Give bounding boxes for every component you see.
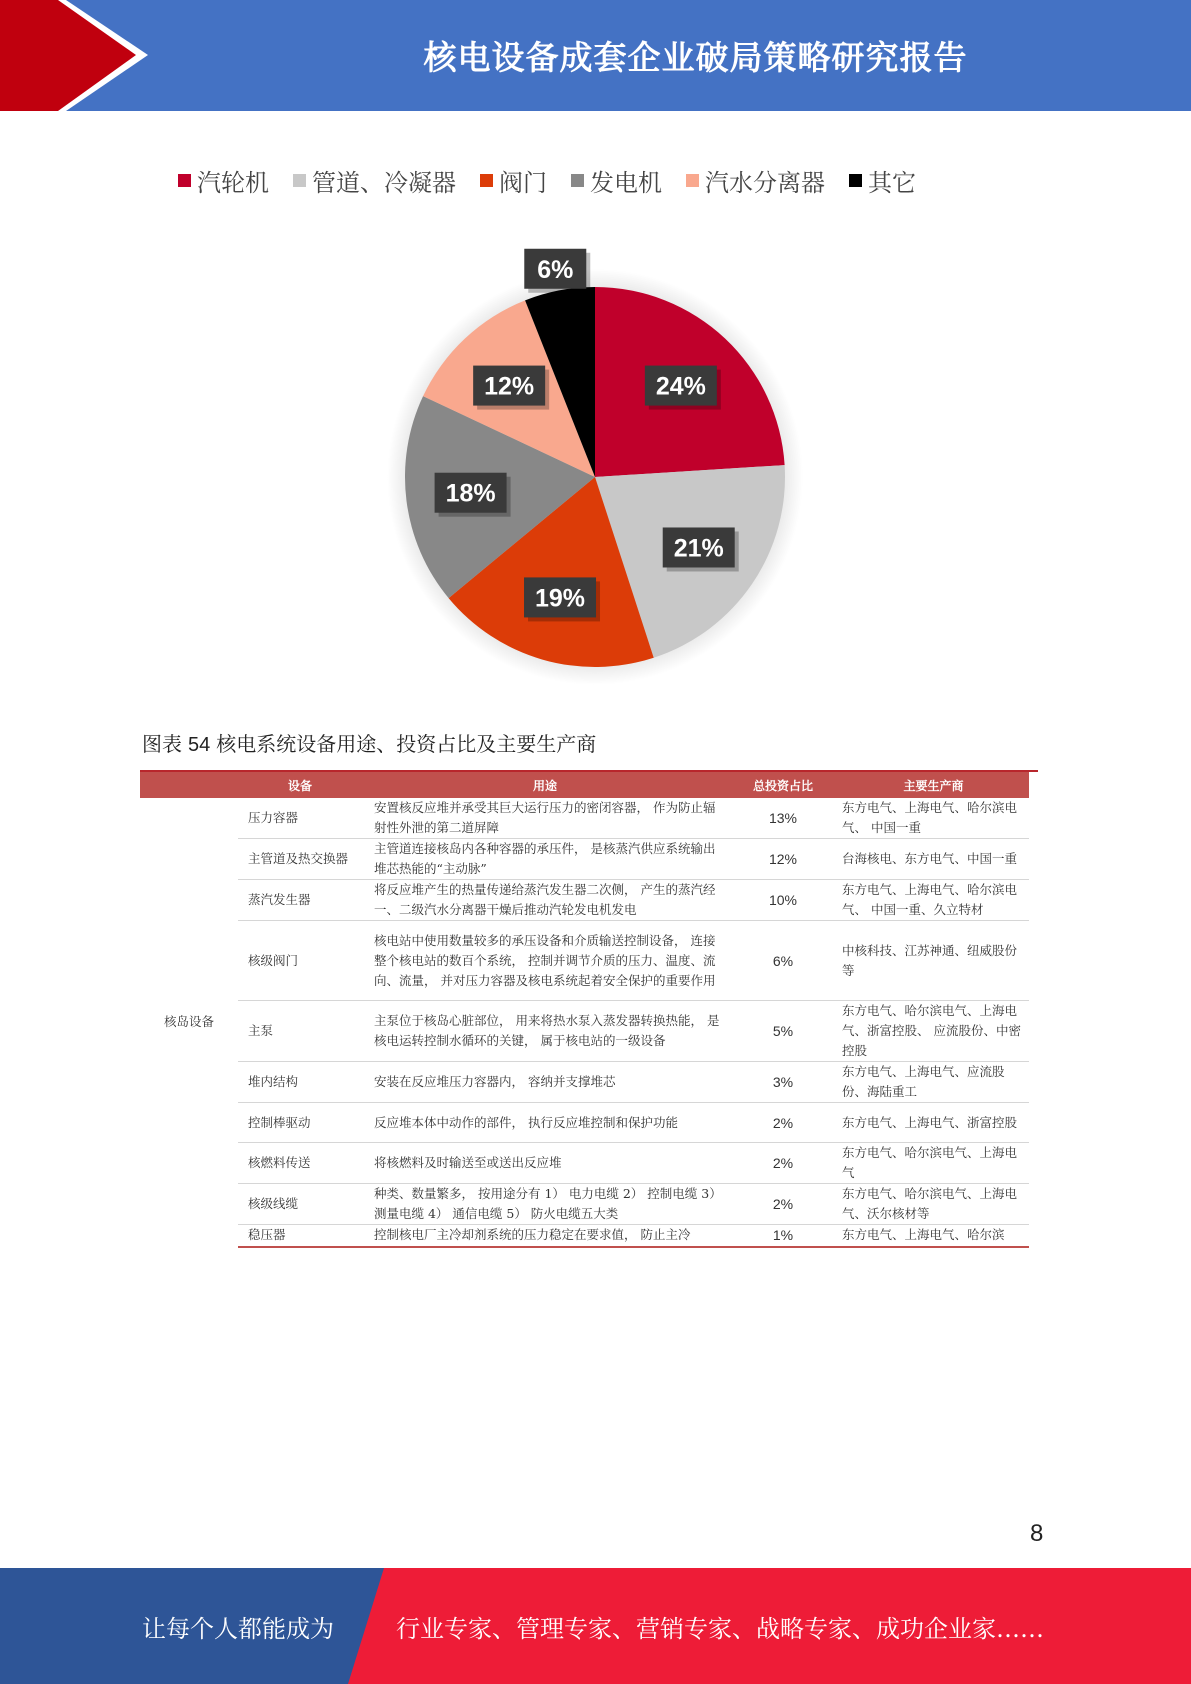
legend-swatch: [178, 174, 191, 187]
slice-label: [645, 366, 721, 410]
equipment-cell: 堆内结构: [238, 1062, 362, 1103]
share-cell: 13%: [728, 798, 838, 839]
use-cell: 将反应堆产生的热量传递给蒸汽发生器二次侧， 产生的蒸汽经一、二级汽水分离器干燥后推动汽轮发电机发电: [362, 880, 728, 921]
legend-swatch: [686, 174, 699, 187]
makers-cell: 东方电气、上海电气、哈尔滨: [838, 1225, 1029, 1247]
share-cell: 2%: [728, 1103, 838, 1143]
makers-cell: 东方电气、哈尔滨电气、上海电气、浙富控股、 应流股份、中密控股: [838, 1001, 1029, 1062]
caption-prefix: 图表: [142, 732, 182, 756]
equipment-cell: 压力容器: [238, 798, 362, 839]
equipment-cell: 稳压器: [238, 1225, 362, 1247]
use-cell: 安装在反应堆压力容器内， 容纳并支撑堆芯: [362, 1062, 728, 1103]
table-row: [140, 1184, 1029, 1225]
table-row: [140, 1001, 1029, 1062]
page-number: 8: [1030, 1520, 1044, 1547]
share-cell: 6%: [728, 921, 838, 1001]
share-cell: 12%: [728, 839, 838, 880]
legend-item: [480, 163, 547, 198]
header-share: 总投资占比: [728, 772, 838, 798]
table-row: [140, 839, 1029, 880]
makers-cell: 东方电气、上海电气、浙富控股: [838, 1103, 1029, 1143]
table-row: [140, 1062, 1029, 1103]
caption-text: 核电系统设备用途、投资占比及主要生产商: [216, 732, 597, 756]
makers-cell: 东方电气、上海电气、哈尔滨电气、 中国一重: [838, 798, 1029, 839]
table-row: [140, 1225, 1029, 1247]
share-cell: 5%: [728, 1001, 838, 1062]
legend-swatch: [293, 174, 306, 187]
makers-cell: 东方电气、哈尔滨电气、上海电气: [838, 1143, 1029, 1184]
use-cell: 主管道连接核岛内各种容器的承压件， 是核蒸汽供应系统输出堆芯热能的“主动脉”: [362, 839, 728, 880]
slice-label: [435, 473, 511, 517]
use-cell: 反应堆本体中动作的部件， 执行反应堆控制和保护功能: [362, 1103, 728, 1143]
legend-item: [571, 163, 662, 198]
makers-cell: 东方电气、上海电气、哈尔滨电气、 中国一重、久立特材: [838, 880, 1029, 921]
equipment-cell: 主泵: [238, 1001, 362, 1062]
use-cell: 种类、数量繁多， 按用途分有 1） 电力电缆 2） 控制电缆 3） 测量电缆 4） 通信电缆 5） 防火电缆五大类: [362, 1184, 728, 1225]
legend-swatch: [849, 174, 862, 187]
legend-label: 发电机: [590, 168, 662, 197]
slice-label-text: 19%: [534, 584, 586, 613]
legend-label: 其它: [868, 168, 916, 197]
slice-label-text: 24%: [655, 372, 706, 401]
equipment-table: [140, 772, 1038, 1248]
use-cell: 核电站中使用数量较多的承压设备和介质输送控制设备， 连接整个核电站的数百个系统， 控制并调节介质的压力、温度、流向、流量， 并对压力容器及核电系统起着安全保护的重要作用: [362, 921, 728, 1001]
share-cell: 2%: [728, 1184, 838, 1225]
legend-item: [178, 163, 269, 198]
table-row: [140, 1143, 1029, 1184]
makers-cell: 东方电气、哈尔滨电气、上海电气、沃尔核材等: [838, 1184, 1029, 1225]
header-makers: 主要生产商: [838, 772, 1029, 798]
table-row: [140, 1103, 1029, 1143]
slice-label-text: 21%: [673, 534, 724, 563]
chart-legend: [178, 163, 1038, 197]
slice-label-text: 12%: [484, 372, 535, 401]
pie-chart: [380, 215, 820, 685]
equipment-cell: 蒸汽发生器: [238, 880, 362, 921]
use-cell: 安置核反应堆并承受其巨大运行压力的密闭容器， 作为防止辐射性外泄的第二道屏障: [362, 798, 728, 839]
makers-cell: 中核科技、江苏神通、纽威股份等: [838, 921, 1029, 1001]
share-cell: 1%: [728, 1225, 838, 1247]
equipment-cell: 核级线缆: [238, 1184, 362, 1225]
legend-item: [293, 163, 456, 198]
table-row: [140, 798, 1029, 839]
legend-item: [849, 163, 916, 198]
footer-slogan-right: 行业专家、管理专家、营销专家、战略专家、成功企业家……: [396, 1614, 1044, 1643]
table-header-row: [140, 772, 1029, 798]
header-use: 用途: [362, 772, 728, 798]
share-cell: 3%: [728, 1062, 838, 1103]
footer-slogan-left: 让每个人都能成为: [142, 1614, 334, 1643]
slice-label: [663, 527, 739, 571]
use-cell: 将核燃料及时输送至或送出反应堆: [362, 1143, 728, 1184]
header-arrow-icon: [0, 0, 160, 111]
caption-number: 54: [188, 734, 211, 756]
use-cell: 控制核电厂主冷却剂系统的压力稳定在要求值， 防止主冷: [362, 1225, 728, 1247]
equipment-cell: 控制棒驱动: [238, 1103, 362, 1143]
page-header: [0, 0, 1191, 111]
table-row: [140, 921, 1029, 1001]
makers-cell: 东方电气、上海电气、应流股份、海陆重工: [838, 1062, 1029, 1103]
slice-label: [473, 366, 549, 410]
use-cell: 主泵位于核岛心脏部位， 用来将热水泵入蒸发器转换热能， 是核电运转控制水循环的关键， 属于核电站的一级设备: [362, 1001, 728, 1062]
category-cell: 核岛设备: [163, 1014, 214, 1030]
legend-swatch: [571, 174, 584, 187]
share-cell: 10%: [728, 880, 838, 921]
table-row: [140, 880, 1029, 921]
header-equipment: 设备: [238, 772, 362, 798]
legend-item: [686, 163, 825, 198]
page-footer: [0, 1568, 1191, 1684]
legend-label: 管道、冷凝器: [312, 168, 456, 197]
legend-label: 阀门: [499, 168, 547, 197]
table-caption: [142, 728, 596, 757]
share-cell: 2%: [728, 1143, 838, 1184]
slice-label-text: 6%: [537, 255, 574, 284]
equipment-cell: 主管道及热交换器: [238, 839, 362, 880]
header-category: [140, 772, 238, 798]
slice-label: [524, 577, 600, 621]
equipment-cell: 核燃料传送: [238, 1143, 362, 1184]
equipment-cell: 核级阀门: [238, 921, 362, 1001]
legend-label: 汽轮机: [197, 168, 269, 197]
makers-cell: 台海核电、东方电气、中国一重: [838, 839, 1029, 880]
slice-label: [524, 249, 590, 293]
legend-swatch: [480, 174, 493, 187]
legend-label: 汽水分离器: [705, 168, 825, 197]
slice-label-text: 18%: [445, 479, 496, 508]
report-title: 核电设备成套企业破局策略研究报告: [423, 38, 968, 77]
